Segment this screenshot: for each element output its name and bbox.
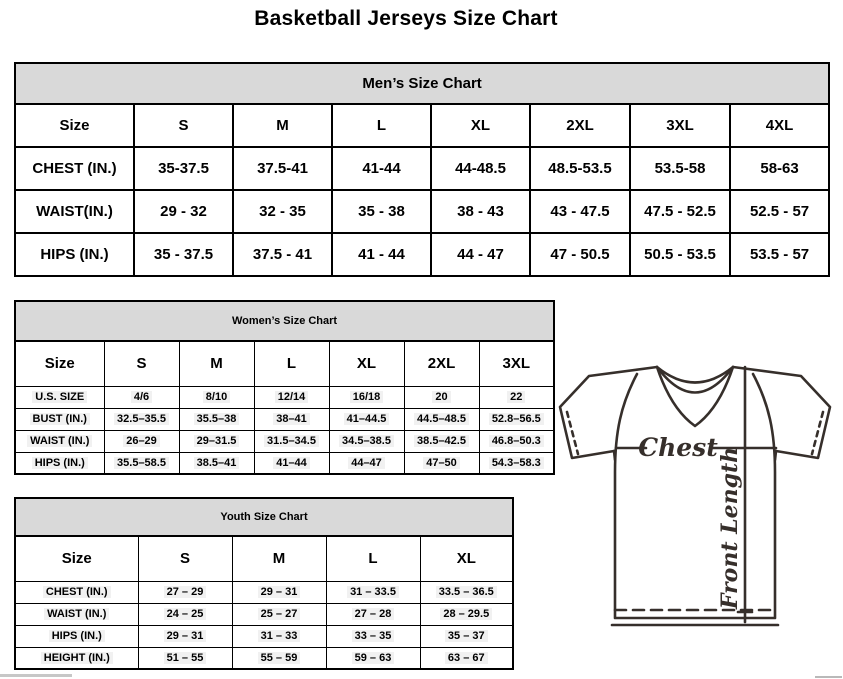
column-header: M [233, 104, 332, 147]
table-cell: 20 [404, 386, 479, 408]
collar-arc-inner [657, 367, 733, 393]
table-cell: 41-44 [332, 147, 431, 190]
table-row [15, 190, 829, 233]
table-cell: 29 - 32 [134, 190, 233, 233]
table-cell: 37.5-41 [233, 147, 332, 190]
column-header: 3XL [479, 341, 554, 386]
column-header: Size [15, 341, 104, 386]
column-header-row [15, 104, 829, 147]
table-cell: 58-63 [730, 147, 829, 190]
mens-table-title: Men’s Size Chart [15, 63, 829, 104]
table-cell: 53.5-58 [630, 147, 730, 190]
table-cell: 51 – 55 [138, 647, 232, 669]
mens-size-table [14, 62, 830, 277]
table-cell: 41 - 44 [332, 233, 431, 276]
table-cell: 34.5–38.5 [329, 430, 404, 452]
row-label: WAIST(IN.) [15, 190, 134, 233]
table-cell: 32.5–35.5 [104, 408, 179, 430]
table-cell: 52.5 - 57 [730, 190, 829, 233]
chest-label: Chest [638, 433, 718, 462]
table-row [15, 430, 554, 452]
jersey-body [615, 374, 775, 618]
table-title-row [15, 301, 554, 341]
table-cell: 29–31.5 [179, 430, 254, 452]
table-cell: 29 – 31 [232, 581, 326, 603]
table-cell: 8/10 [179, 386, 254, 408]
table-cell: 35 - 38 [332, 190, 431, 233]
table-row [15, 386, 554, 408]
table-row [15, 147, 829, 190]
row-label: HIPS (IN.) [15, 625, 138, 647]
table-cell: 12/14 [254, 386, 329, 408]
table-cell: 38.5–41 [179, 452, 254, 474]
column-header: L [254, 341, 329, 386]
table-cell: 33 – 35 [326, 625, 420, 647]
row-label: CHEST (IN.) [15, 581, 138, 603]
table-cell: 16/18 [329, 386, 404, 408]
table-title-row [15, 498, 513, 536]
table-cell: 38.5–42.5 [404, 430, 479, 452]
table-cell: 47–50 [404, 452, 479, 474]
horizontal-scrollbar-thumb-right[interactable] [815, 676, 842, 678]
table-cell: 47 - 50.5 [530, 233, 630, 276]
table-cell: 38–41 [254, 408, 329, 430]
column-header: S [134, 104, 233, 147]
column-header: Size [15, 104, 134, 147]
table-cell: 26–29 [104, 430, 179, 452]
table-title-row [15, 63, 829, 104]
table-cell: 63 – 67 [420, 647, 513, 669]
horizontal-scrollbar-thumb-left[interactable] [0, 674, 72, 677]
column-header: Size [15, 536, 138, 581]
table-row [15, 233, 829, 276]
column-header-row [15, 536, 513, 581]
table-cell: 4/6 [104, 386, 179, 408]
table-cell: 44 - 47 [431, 233, 530, 276]
table-cell: 50.5 - 53.5 [630, 233, 730, 276]
row-label: U.S. SIZE [15, 386, 104, 408]
table-cell: 44–47 [329, 452, 404, 474]
table-cell: 46.8–50.3 [479, 430, 554, 452]
table-cell: 59 – 63 [326, 647, 420, 669]
row-label: HEIGHT (IN.) [15, 647, 138, 669]
table-cell: 27 – 28 [326, 603, 420, 625]
front-length-label: Front Length [717, 446, 743, 610]
table-cell: 37.5 - 41 [233, 233, 332, 276]
table-row [15, 603, 513, 625]
table-cell: 47.5 - 52.5 [630, 190, 730, 233]
table-cell: 35.5–38 [179, 408, 254, 430]
table-cell: 35.5–58.5 [104, 452, 179, 474]
row-label: WAIST (IN.) [15, 430, 104, 452]
column-header: M [232, 536, 326, 581]
table-cell: 33.5 – 36.5 [420, 581, 513, 603]
table-cell: 44-48.5 [431, 147, 530, 190]
table-cell: 53.5 - 57 [730, 233, 829, 276]
column-header-row [15, 341, 554, 386]
table-cell: 48.5-53.5 [530, 147, 630, 190]
column-header: S [138, 536, 232, 581]
table-cell: 44.5–48.5 [404, 408, 479, 430]
row-label: CHEST (IN.) [15, 147, 134, 190]
table-cell: 27 – 29 [138, 581, 232, 603]
column-header: L [332, 104, 431, 147]
table-row [15, 647, 513, 669]
column-header: M [179, 341, 254, 386]
table-cell: 38 - 43 [431, 190, 530, 233]
column-header: XL [329, 341, 404, 386]
table-cell: 25 – 27 [232, 603, 326, 625]
table-cell: 35-37.5 [134, 147, 233, 190]
table-cell: 32 - 35 [233, 190, 332, 233]
column-header: XL [431, 104, 530, 147]
table-row [15, 581, 513, 603]
table-cell: 35 - 37.5 [134, 233, 233, 276]
table-cell: 54.3–58.3 [479, 452, 554, 474]
column-header: 3XL [630, 104, 730, 147]
page-title: Basketball Jerseys Size Chart [254, 7, 558, 30]
table-row [15, 452, 554, 474]
column-header: S [104, 341, 179, 386]
table-cell: 41–44 [254, 452, 329, 474]
row-label: HIPS (IN.) [15, 233, 134, 276]
womens-size-table [14, 300, 555, 475]
table-cell: 31.5–34.5 [254, 430, 329, 452]
youth-size-table [14, 497, 514, 670]
table-cell: 55 – 59 [232, 647, 326, 669]
table-cell: 29 – 31 [138, 625, 232, 647]
table-cell: 31 – 33.5 [326, 581, 420, 603]
table-cell: 52.8–56.5 [479, 408, 554, 430]
table-cell: 31 – 33 [232, 625, 326, 647]
column-header: XL [420, 536, 513, 581]
table-row [15, 408, 554, 430]
row-label: WAIST (IN.) [15, 603, 138, 625]
jersey-diagram [557, 360, 843, 640]
row-label: BUST (IN.) [15, 408, 104, 430]
table-row [15, 625, 513, 647]
womens-table-title: Women’s Size Chart [15, 301, 554, 341]
column-header: L [326, 536, 420, 581]
table-cell: 22 [479, 386, 554, 408]
table-cell: 28 – 29.5 [420, 603, 513, 625]
row-label: HIPS (IN.) [15, 452, 104, 474]
table-cell: 35 – 37 [420, 625, 513, 647]
column-header: 2XL [530, 104, 630, 147]
table-cell: 24 – 25 [138, 603, 232, 625]
table-cell: 43 - 47.5 [530, 190, 630, 233]
table-cell: 41–44.5 [329, 408, 404, 430]
column-header: 4XL [730, 104, 829, 147]
youth-table-title: Youth Size Chart [15, 498, 513, 536]
column-header: 2XL [404, 341, 479, 386]
